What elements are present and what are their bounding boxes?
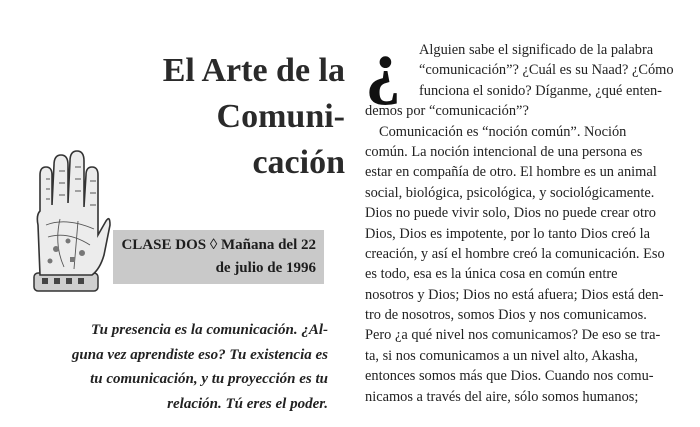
body-line: nosotros y Dios; Dios no está afuera; Dios está den- [365, 286, 664, 303]
session-line-2: de julio de 1996 [215, 260, 316, 276]
title-line-3: cación [252, 144, 345, 181]
body-line: “comunicación”? ¿Cuál es su Naad? ¿Cómo [419, 62, 674, 79]
body-line: Comunicación es “noción común”. Noción [379, 123, 627, 140]
body-line: nicamos a través del aire, sólo somos humanos; [365, 388, 639, 405]
body-line: es todo, esa es la única cosa en común entre [365, 266, 618, 283]
title-line-2: Comuni- [216, 98, 345, 135]
body-line: funciona el sonido? Díganme, ¿qué enten- [419, 82, 662, 99]
pull-quote [70, 318, 328, 416]
drop-cap: ¿ [365, 26, 401, 106]
title-line-1: El Arte de la [162, 52, 345, 89]
quote-line-2: guna vez aprendiste eso? Tu existencia es [71, 346, 328, 363]
palmistry-hand-icon [20, 145, 112, 295]
body-line: común. La noción intencional de una persona es [365, 143, 643, 160]
left-column [0, 0, 345, 427]
body-line: Pero ¿a qué nivel nos comunicamos? De eso se tra- [365, 327, 661, 344]
body-line: entonces somos más que Dios. Cuando nos comu- [365, 368, 654, 385]
session-info-box [113, 230, 324, 284]
body-line: ta, si nos comunicamos a un nivel alto, Akasha, [365, 347, 638, 364]
quote-line-1: Tu presencia es la comunicación. ¿Al- [91, 322, 328, 338]
body-line: Dios, Dios es impotente, por lo tanto Dios creó la [365, 225, 650, 242]
quote-line-3: tu comunicación, y tu proyección es tu [90, 371, 328, 387]
body-line: demos por “comunicación”? [365, 103, 529, 120]
body-line: social, biológica, psicológica, y sociológicamente. [365, 184, 655, 201]
body-line: creación, y así el hombre creó la comunicación. Eso [365, 245, 665, 262]
body-line: Dios no puede vivir solo, Dios no puede crear otro [365, 205, 656, 222]
quote-line-4: relación. Tú eres el poder. [167, 395, 328, 412]
session-line-1: CLASE DOS ◊ Mañana del 22 [121, 237, 316, 253]
body-line: Alguien sabe el significado de la palabra [419, 42, 654, 58]
page-title [100, 48, 345, 186]
body-line: estar en compañía de otro. El hombre es un animal [365, 164, 657, 181]
body-line: tro de nosotros, somos Dios y nos comunicamos. [365, 307, 647, 324]
body-text-column [365, 26, 677, 407]
